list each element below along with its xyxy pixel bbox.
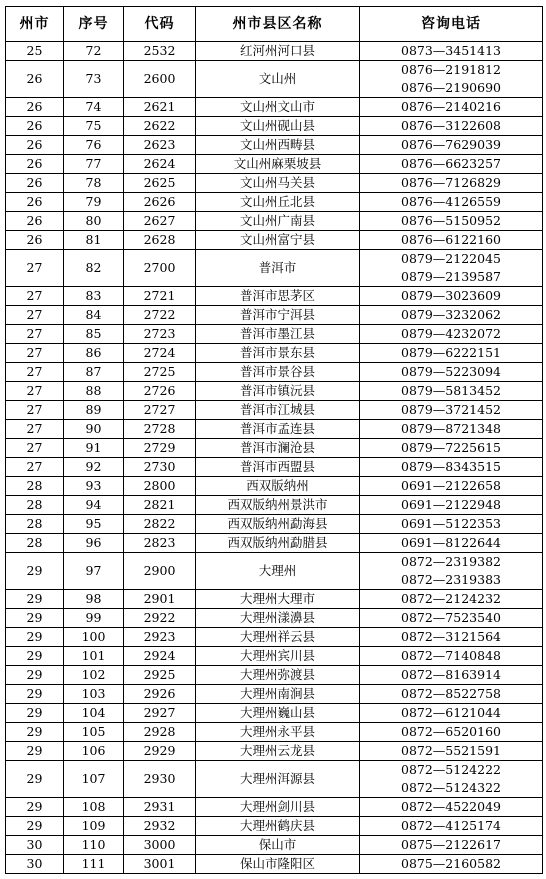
phone-cell [360,98,543,117]
phone-number: 0876—2190690 [401,80,501,95]
prefecture-cell: 29 [6,609,64,628]
prefecture-cell: 27 [6,325,64,344]
phone-number: 0691—5122353 [401,516,501,531]
phone-cell [360,174,543,193]
phone-cell [360,609,543,628]
table-row [6,136,543,155]
prefecture-cell: 26 [6,174,64,193]
phone-number: 0872—2124232 [401,591,501,606]
table-row [6,761,543,798]
sequence-cell: 92 [64,458,124,477]
sequence-cell: 95 [64,515,124,534]
table-row [6,344,543,363]
table-row [6,306,543,325]
region-name-cell: 普洱市 [196,250,360,287]
prefecture-cell: 27 [6,344,64,363]
code-cell: 2722 [124,306,196,325]
prefecture-cell: 29 [6,685,64,704]
prefecture-cell: 29 [6,553,64,590]
phone-number: 0879—6222151 [401,345,501,360]
region-name-cell: 普洱市思茅区 [196,287,360,306]
region-name-cell: 普洱市江城县 [196,401,360,420]
phone-number: 0879—7225615 [401,440,501,455]
phone-cell [360,704,543,723]
prefecture-cell: 28 [6,515,64,534]
region-name-cell: 大理州大理市 [196,590,360,609]
sequence-cell: 110 [64,836,124,855]
region-name-cell: 普洱市西盟县 [196,458,360,477]
phone-number: 0879—2139587 [401,269,501,284]
prefecture-cell: 30 [6,836,64,855]
sequence-cell: 75 [64,117,124,136]
phone-cell [360,817,543,836]
sequence-cell: 107 [64,761,124,798]
prefecture-cell: 26 [6,136,64,155]
table-row [6,590,543,609]
table-row [6,458,543,477]
region-name-cell: 普洱市孟连县 [196,420,360,439]
prefecture-cell: 27 [6,306,64,325]
sequence-cell: 74 [64,98,124,117]
code-cell: 2728 [124,420,196,439]
sequence-cell: 78 [64,174,124,193]
code-cell: 2730 [124,458,196,477]
phone-number: 0876—3122608 [401,118,501,133]
phone-number: 0876—4126559 [401,194,501,209]
header-code: 代码 [124,7,196,42]
table-body [6,42,543,874]
region-name-cell: 大理州漾濞县 [196,609,360,628]
phone-number: 0872—8522758 [401,686,501,701]
code-cell: 2729 [124,439,196,458]
phone-number: 0879—8721348 [401,421,501,436]
phone-number: 0691—8122644 [401,535,501,550]
table-row [6,477,543,496]
code-cell: 2725 [124,363,196,382]
phone-number: 0872—8163914 [401,667,501,682]
table-row [6,439,543,458]
table-row [6,798,543,817]
code-cell: 2624 [124,155,196,174]
table-row [6,817,543,836]
code-cell: 2926 [124,685,196,704]
prefecture-cell: 26 [6,98,64,117]
header-row [6,7,543,42]
region-name-cell: 普洱市景东县 [196,344,360,363]
table-row [6,515,543,534]
sequence-cell: 79 [64,193,124,212]
phone-number: 0876—2191812 [401,62,501,77]
phone-number: 0876—7126829 [401,175,501,190]
phone-number: 0872—6520160 [401,724,501,739]
prefecture-cell: 27 [6,439,64,458]
phone-cell [360,458,543,477]
phone-number: 0872—6121044 [401,705,501,720]
prefecture-cell: 26 [6,155,64,174]
region-name-cell: 文山州丘北县 [196,193,360,212]
region-name-cell: 西双版纳州 [196,477,360,496]
phone-cell [360,401,543,420]
code-cell: 2822 [124,515,196,534]
table-row [6,193,543,212]
sequence-cell: 77 [64,155,124,174]
code-cell: 2922 [124,609,196,628]
code-cell: 2623 [124,136,196,155]
sequence-cell: 109 [64,817,124,836]
phone-cell [360,685,543,704]
phone-number: 0879—2122045 [401,251,501,266]
phone-cell [360,628,543,647]
region-name-cell: 大理州永平县 [196,723,360,742]
prefecture-cell: 27 [6,401,64,420]
table-row [6,647,543,666]
phone-cell [360,534,543,553]
phone-number: 0875—2122617 [401,837,501,852]
prefecture-cell: 29 [6,723,64,742]
sequence-cell: 83 [64,287,124,306]
sequence-cell: 106 [64,742,124,761]
sequence-cell: 91 [64,439,124,458]
prefecture-cell: 29 [6,761,64,798]
table-row [6,250,543,287]
phone-cell [360,344,543,363]
phone-cell [360,155,543,174]
prefecture-cell: 26 [6,193,64,212]
code-cell: 2923 [124,628,196,647]
sequence-cell: 80 [64,212,124,231]
sequence-cell: 104 [64,704,124,723]
code-cell: 2700 [124,250,196,287]
code-cell: 2924 [124,647,196,666]
phone-cell [360,798,543,817]
phone-cell [360,836,543,855]
table-header [6,7,543,42]
region-name-cell: 大理州弥渡县 [196,666,360,685]
phone-number: 0876—7629039 [401,137,501,152]
code-cell: 2600 [124,61,196,98]
phone-number: 0879—3721452 [401,402,501,417]
code-cell: 3001 [124,855,196,874]
table-row [6,742,543,761]
sequence-cell: 86 [64,344,124,363]
code-cell: 2931 [124,798,196,817]
region-name-cell: 普洱市宁洱县 [196,306,360,325]
phone-cell [360,363,543,382]
phone-cell [360,723,543,742]
sequence-cell: 111 [64,855,124,874]
phone-cell [360,212,543,231]
table-row [6,836,543,855]
phone-number: 0876—6623257 [401,156,501,171]
region-name-cell: 大理州鹤庆县 [196,817,360,836]
phone-cell [360,439,543,458]
table-row [6,231,543,250]
phone-number: 0872—2319383 [401,572,501,587]
code-cell: 2727 [124,401,196,420]
header-prefecture: 州市 [6,7,64,42]
header-phone: 咨询电话 [360,7,543,42]
sequence-cell: 72 [64,42,124,61]
phone-number: 0872—7523540 [401,610,501,625]
code-cell: 2628 [124,231,196,250]
region-name-cell: 普洱市景谷县 [196,363,360,382]
phone-cell [360,855,543,874]
phone-cell [360,382,543,401]
region-name-cell: 大理州宾川县 [196,647,360,666]
prefecture-cell: 26 [6,117,64,136]
region-name-cell: 大理州祥云县 [196,628,360,647]
phone-cell [360,61,543,98]
prefecture-cell: 29 [6,590,64,609]
code-cell: 2900 [124,553,196,590]
phone-cell [360,420,543,439]
code-cell: 3000 [124,836,196,855]
phone-cell [360,590,543,609]
sequence-cell: 73 [64,61,124,98]
phone-number: 0691—2122948 [401,497,501,512]
region-name-cell: 文山州西畴县 [196,136,360,155]
table-row [6,155,543,174]
region-name-cell: 红河州河口县 [196,42,360,61]
table-row [6,382,543,401]
phone-cell [360,287,543,306]
table-row [6,628,543,647]
table-row [6,666,543,685]
sequence-cell: 89 [64,401,124,420]
sequence-cell: 103 [64,685,124,704]
prefecture-cell: 28 [6,534,64,553]
phone-cell [360,42,543,61]
region-name-cell: 文山州广南县 [196,212,360,231]
region-name-cell: 保山市隆阳区 [196,855,360,874]
code-cell: 2928 [124,723,196,742]
phone-cell [360,496,543,515]
header-sequence: 序号 [64,7,124,42]
code-cell: 2929 [124,742,196,761]
table-row [6,401,543,420]
phone-number: 0879—3232062 [401,307,501,322]
prefecture-cell: 25 [6,42,64,61]
phone-cell [360,136,543,155]
phone-cell [360,250,543,287]
region-name-cell: 大理州巍山县 [196,704,360,723]
sequence-cell: 99 [64,609,124,628]
phone-number: 0691—2122658 [401,478,501,493]
sequence-cell: 93 [64,477,124,496]
table-row [6,42,543,61]
region-name-cell: 大理州云龙县 [196,742,360,761]
prefecture-cell: 26 [6,61,64,98]
code-cell: 2627 [124,212,196,231]
phone-number: 0879—5813452 [401,383,501,398]
phone-number: 0879—3023609 [401,288,501,303]
phone-cell [360,742,543,761]
phone-cell [360,117,543,136]
code-cell: 2930 [124,761,196,798]
phone-number: 0875—2160582 [401,856,501,871]
phone-number: 0879—8343515 [401,459,501,474]
prefecture-cell: 28 [6,496,64,515]
phone-number: 0879—5223094 [401,364,501,379]
region-name-cell: 普洱市墨江县 [196,325,360,344]
header-region-name: 州市县区名称 [196,7,360,42]
table-row [6,325,543,344]
code-cell: 2723 [124,325,196,344]
sequence-cell: 81 [64,231,124,250]
prefecture-cell: 30 [6,855,64,874]
sequence-cell: 101 [64,647,124,666]
code-cell: 2927 [124,704,196,723]
sequence-cell: 102 [64,666,124,685]
table-row [6,61,543,98]
code-cell: 2726 [124,382,196,401]
sequence-cell: 88 [64,382,124,401]
region-name-cell: 西双版纳州勐腊县 [196,534,360,553]
table-row [6,287,543,306]
sequence-cell: 97 [64,553,124,590]
prefecture-cell: 26 [6,231,64,250]
prefecture-cell: 27 [6,287,64,306]
sequence-cell: 96 [64,534,124,553]
phone-number: 0876—5150952 [401,213,501,228]
region-name-cell: 西双版纳州勐海县 [196,515,360,534]
table-row [6,117,543,136]
prefecture-cell: 29 [6,817,64,836]
region-name-cell: 大理州南涧县 [196,685,360,704]
phone-number: 0879—4232072 [401,326,501,341]
region-name-cell: 普洱市镇沅县 [196,382,360,401]
sequence-cell: 76 [64,136,124,155]
table-row [6,212,543,231]
prefecture-cell: 29 [6,628,64,647]
phone-number: 0872—2319382 [401,554,501,569]
contact-table [5,6,543,874]
phone-number: 0872—5521591 [401,743,501,758]
code-cell: 2925 [124,666,196,685]
prefecture-cell: 29 [6,704,64,723]
region-name-cell: 大理州 [196,553,360,590]
table-row [6,553,543,590]
prefecture-cell: 29 [6,798,64,817]
table-row [6,174,543,193]
region-name-cell: 文山州 [196,61,360,98]
sequence-cell: 90 [64,420,124,439]
code-cell: 2621 [124,98,196,117]
region-name-cell: 普洱市澜沧县 [196,439,360,458]
phone-number: 0872—3121564 [401,629,501,644]
code-cell: 2932 [124,817,196,836]
phone-number: 0873—3451413 [401,43,501,58]
sequence-cell: 98 [64,590,124,609]
prefecture-cell: 27 [6,250,64,287]
phone-number: 0876—2140216 [401,99,501,114]
prefecture-cell: 29 [6,742,64,761]
phone-cell [360,306,543,325]
code-cell: 2622 [124,117,196,136]
phone-number: 0876—6122160 [401,232,501,247]
prefecture-cell: 27 [6,420,64,439]
phone-cell [360,553,543,590]
region-name-cell: 文山州马关县 [196,174,360,193]
prefecture-cell: 29 [6,647,64,666]
table-row [6,704,543,723]
table-row [6,98,543,117]
code-cell: 2821 [124,496,196,515]
code-cell: 2721 [124,287,196,306]
sequence-cell: 85 [64,325,124,344]
phone-cell [360,231,543,250]
phone-cell [360,515,543,534]
region-name-cell: 文山州砚山县 [196,117,360,136]
phone-number: 0872—4522049 [401,799,501,814]
phone-number: 0872—5124222 [401,762,501,777]
phone-cell [360,193,543,212]
table-row [6,609,543,628]
sequence-cell: 100 [64,628,124,647]
region-name-cell: 保山市 [196,836,360,855]
phone-number: 0872—4125174 [401,818,501,833]
phone-number: 0872—5124322 [401,780,501,795]
prefecture-cell: 29 [6,666,64,685]
prefecture-cell: 28 [6,477,64,496]
sequence-cell: 108 [64,798,124,817]
code-cell: 2724 [124,344,196,363]
region-name-cell: 文山州富宁县 [196,231,360,250]
code-cell: 2800 [124,477,196,496]
code-cell: 2626 [124,193,196,212]
phone-cell [360,666,543,685]
table-row [6,420,543,439]
phone-cell [360,647,543,666]
sequence-cell: 82 [64,250,124,287]
table-row [6,723,543,742]
sequence-cell: 87 [64,363,124,382]
region-name-cell: 文山州文山市 [196,98,360,117]
region-name-cell: 大理州洱源县 [196,761,360,798]
table-row [6,363,543,382]
code-cell: 2901 [124,590,196,609]
code-cell: 2625 [124,174,196,193]
table-row [6,685,543,704]
region-name-cell: 西双版纳州景洪市 [196,496,360,515]
table-row [6,534,543,553]
prefecture-cell: 26 [6,212,64,231]
region-name-cell: 文山州麻栗坡县 [196,155,360,174]
code-cell: 2532 [124,42,196,61]
phone-cell [360,325,543,344]
code-cell: 2823 [124,534,196,553]
table-row [6,496,543,515]
sequence-cell: 84 [64,306,124,325]
prefecture-cell: 27 [6,363,64,382]
sequence-cell: 105 [64,723,124,742]
region-name-cell: 大理州剑川县 [196,798,360,817]
phone-number: 0872—7140848 [401,648,501,663]
prefecture-cell: 27 [6,458,64,477]
table-row [6,855,543,874]
prefecture-cell: 27 [6,382,64,401]
phone-cell [360,477,543,496]
sequence-cell: 94 [64,496,124,515]
phone-cell [360,761,543,798]
